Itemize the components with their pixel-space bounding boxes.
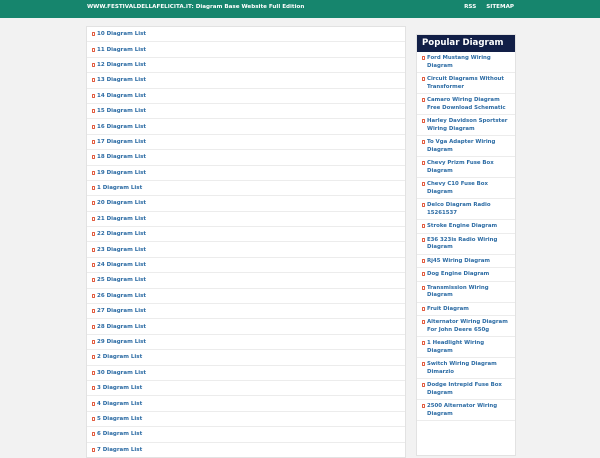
file-icon bbox=[422, 119, 425, 123]
list-item-link[interactable]: 28 Diagram List bbox=[97, 323, 147, 330]
list-item-link[interactable]: 11 Diagram List bbox=[97, 46, 147, 53]
list-item-link[interactable]: 10 Diagram List bbox=[97, 31, 147, 38]
sidebar-item-link[interactable]: Dodge Intrepid Fuse Box Diagram bbox=[427, 382, 502, 396]
sidebar-item-link[interactable]: Switch Wiring Diagram Dimarzio bbox=[427, 361, 497, 375]
list-item-link[interactable]: 15 Diagram List bbox=[97, 108, 147, 115]
file-icon bbox=[92, 78, 95, 82]
file-icon bbox=[422, 161, 425, 165]
file-icon bbox=[92, 48, 95, 52]
file-icon bbox=[422, 224, 425, 228]
list-item[interactable] bbox=[87, 166, 405, 181]
list-item[interactable] bbox=[87, 381, 405, 396]
list-item-link[interactable]: 1 Diagram List bbox=[97, 185, 143, 192]
list-item[interactable] bbox=[87, 242, 405, 257]
sidebar-item[interactable] bbox=[417, 234, 515, 255]
list-item[interactable] bbox=[87, 273, 405, 288]
file-icon bbox=[92, 171, 95, 175]
file-icon bbox=[422, 238, 425, 242]
list-item[interactable] bbox=[87, 412, 405, 427]
list-item-link[interactable]: 5 Diagram List bbox=[97, 415, 143, 422]
sidebar-item-link[interactable]: 2500 Alternator Wiring Diagram bbox=[427, 403, 498, 417]
file-icon bbox=[92, 355, 95, 359]
sidebar-item[interactable] bbox=[417, 268, 515, 282]
list-item-link[interactable]: 22 Diagram List bbox=[97, 231, 147, 238]
list-item-link[interactable]: 23 Diagram List bbox=[97, 246, 147, 253]
file-icon bbox=[422, 286, 425, 290]
file-icon bbox=[92, 109, 95, 113]
list-item[interactable] bbox=[87, 289, 405, 304]
file-icon bbox=[92, 263, 95, 267]
file-icon bbox=[422, 307, 425, 311]
list-item-link[interactable]: 16 Diagram List bbox=[97, 123, 147, 130]
list-item[interactable] bbox=[87, 181, 405, 196]
sidebar-item[interactable] bbox=[417, 337, 515, 358]
list-item[interactable] bbox=[87, 42, 405, 57]
file-icon bbox=[422, 272, 425, 276]
file-icon bbox=[92, 63, 95, 67]
sidebar-item-link[interactable]: Ford Mustang Wiring Diagram bbox=[427, 55, 491, 69]
diagram-list-panel bbox=[86, 26, 406, 458]
sidebar-item-link[interactable]: Chevy C10 Fuse Box Diagram bbox=[427, 181, 488, 195]
sidebar-item[interactable] bbox=[417, 199, 515, 220]
file-icon bbox=[422, 77, 425, 81]
list-item-link[interactable]: 4 Diagram List bbox=[97, 400, 143, 407]
top-navbar bbox=[0, 0, 600, 18]
list-item-link[interactable]: 13 Diagram List bbox=[97, 77, 147, 84]
list-item-link[interactable]: 3 Diagram List bbox=[97, 385, 143, 392]
list-item[interactable] bbox=[87, 73, 405, 88]
sidebar-item[interactable] bbox=[417, 157, 515, 178]
list-item-link[interactable]: 27 Diagram List bbox=[97, 308, 147, 315]
list-item[interactable] bbox=[87, 27, 405, 42]
file-icon bbox=[92, 217, 95, 221]
list-item[interactable] bbox=[87, 304, 405, 319]
sidebar-item-link[interactable]: 1 Headlight Wiring Diagram bbox=[427, 340, 485, 354]
file-icon bbox=[92, 248, 95, 252]
file-icon bbox=[422, 203, 425, 207]
list-item-link[interactable]: 24 Diagram List bbox=[97, 262, 147, 269]
list-item-link[interactable]: 6 Diagram List bbox=[97, 431, 143, 438]
list-item[interactable] bbox=[87, 350, 405, 365]
list-item[interactable] bbox=[87, 104, 405, 119]
sidebar-item-link[interactable]: Harley Davidson Sportster Wiring Diagram bbox=[427, 118, 508, 132]
file-icon bbox=[92, 155, 95, 159]
sidebar-item[interactable] bbox=[417, 255, 515, 269]
file-icon bbox=[422, 259, 425, 263]
sidebar-item-link[interactable]: Alternator Wiring Diagram For John Deere 650g bbox=[427, 319, 508, 333]
sidebar-item-link[interactable]: Fruit Diagram bbox=[427, 305, 469, 312]
list-item-link[interactable]: 25 Diagram List bbox=[97, 277, 147, 284]
file-icon bbox=[92, 278, 95, 282]
sidebar-item-link[interactable]: Transmission Wiring Diagram bbox=[427, 284, 489, 298]
sidebar-item[interactable] bbox=[417, 220, 515, 234]
list-item-link[interactable]: 30 Diagram List bbox=[97, 369, 147, 376]
sidebar-item[interactable] bbox=[417, 303, 515, 317]
file-icon bbox=[92, 309, 95, 313]
list-item[interactable] bbox=[87, 212, 405, 227]
sidebar-item-link[interactable]: Chevy Prizm Fuse Box Diagram bbox=[427, 160, 494, 174]
sidebar-item[interactable] bbox=[417, 358, 515, 379]
list-item[interactable] bbox=[87, 443, 405, 458]
list-item[interactable] bbox=[87, 196, 405, 211]
file-icon bbox=[92, 186, 95, 190]
file-icon bbox=[92, 417, 95, 421]
list-item-link[interactable]: 2 Diagram List bbox=[97, 354, 143, 361]
sidebar-item-link[interactable]: Dog Engine Diagram bbox=[427, 271, 490, 277]
file-icon bbox=[422, 140, 425, 144]
list-item-link[interactable]: 7 Diagram List bbox=[97, 446, 143, 453]
file-icon bbox=[422, 341, 425, 345]
list-item[interactable] bbox=[87, 227, 405, 242]
file-icon bbox=[92, 125, 95, 129]
list-item-link[interactable]: 29 Diagram List bbox=[97, 339, 147, 345]
file-icon bbox=[92, 371, 95, 375]
list-item[interactable] bbox=[87, 58, 405, 73]
site-title[interactable]: WWW.FESTIVALDELLAFELICITA.IT: Diagram Base Website Full Edition bbox=[87, 4, 305, 10]
sidebar-item[interactable] bbox=[417, 115, 515, 136]
popular-diagram-sidebar bbox=[416, 34, 516, 456]
file-icon bbox=[92, 94, 95, 98]
file-icon bbox=[92, 201, 95, 205]
file-icon bbox=[422, 383, 425, 387]
file-icon bbox=[92, 432, 95, 436]
sidebar-item[interactable] bbox=[417, 379, 515, 400]
sidebar-item-link[interactable]: Stroke Engine Diagram bbox=[427, 223, 498, 229]
sidebar-item[interactable] bbox=[417, 52, 515, 73]
list-item-link[interactable]: 12 Diagram List bbox=[97, 61, 147, 68]
file-icon bbox=[422, 56, 425, 60]
file-icon bbox=[92, 325, 95, 329]
sidebar-item[interactable] bbox=[417, 73, 515, 94]
file-icon bbox=[92, 294, 95, 298]
nav-link-sitemap[interactable]: SITEMAP bbox=[486, 4, 514, 10]
list-item[interactable] bbox=[87, 366, 405, 381]
top-nav bbox=[464, 4, 514, 10]
file-icon bbox=[422, 362, 425, 366]
file-icon bbox=[422, 404, 425, 408]
sidebar-item-link[interactable]: E36 323is Radio Wiring Diagram bbox=[427, 236, 498, 250]
list-item[interactable] bbox=[87, 258, 405, 273]
sidebar-item[interactable] bbox=[417, 400, 515, 421]
list-item-link[interactable]: 21 Diagram List bbox=[97, 215, 147, 222]
list-item[interactable] bbox=[87, 335, 405, 350]
sidebar-item[interactable] bbox=[417, 316, 515, 337]
file-icon bbox=[92, 140, 95, 144]
list-item-link[interactable]: 26 Diagram List bbox=[97, 292, 147, 299]
list-item[interactable] bbox=[87, 150, 405, 165]
sidebar-title: Popular Diagram bbox=[417, 35, 515, 52]
file-icon bbox=[422, 98, 425, 102]
sidebar-item-link[interactable]: To Vga Adapter Wiring Diagram bbox=[427, 139, 496, 153]
list-item-link[interactable]: 19 Diagram List bbox=[97, 169, 147, 176]
list-item-link[interactable]: 20 Diagram List bbox=[97, 200, 147, 207]
file-icon bbox=[92, 402, 95, 406]
sidebar-item[interactable] bbox=[417, 136, 515, 157]
file-icon bbox=[422, 182, 425, 186]
file-icon bbox=[92, 232, 95, 236]
list-item[interactable] bbox=[87, 396, 405, 411]
sidebar-item-link[interactable]: Circuit Diagrams Without Transformer bbox=[427, 76, 504, 90]
sidebar-item-link[interactable]: Camaro Wiring Diagram Free Download Schematic bbox=[427, 97, 506, 111]
sidebar-item-link[interactable]: Rj45 Wiring Diagram bbox=[427, 257, 490, 264]
sidebar-item[interactable] bbox=[417, 282, 515, 303]
list-item[interactable] bbox=[87, 89, 405, 104]
list-item[interactable] bbox=[87, 135, 405, 150]
file-icon bbox=[92, 386, 95, 390]
file-icon bbox=[92, 32, 95, 36]
list-item-link[interactable]: 14 Diagram List bbox=[97, 92, 147, 99]
sidebar-item[interactable] bbox=[417, 178, 515, 199]
list-item[interactable] bbox=[87, 319, 405, 334]
sidebar-item-link[interactable]: Delco Diagram Radio 15261537 bbox=[427, 202, 491, 216]
nav-link-rss[interactable]: RSS bbox=[464, 4, 477, 10]
file-icon bbox=[422, 320, 425, 324]
file-icon bbox=[92, 340, 95, 344]
list-item[interactable] bbox=[87, 427, 405, 442]
list-item-link[interactable]: 17 Diagram List bbox=[97, 138, 147, 145]
list-item-link[interactable]: 18 Diagram List bbox=[97, 154, 147, 161]
sidebar-item[interactable] bbox=[417, 94, 515, 115]
list-item[interactable] bbox=[87, 119, 405, 134]
